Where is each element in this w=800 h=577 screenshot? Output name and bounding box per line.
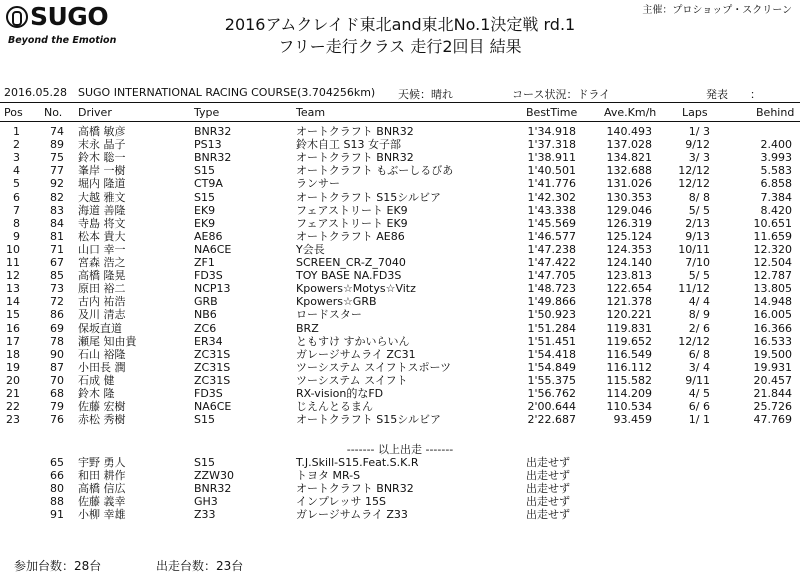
cell-driver: 鈴木 聡一 [78, 151, 126, 165]
cell-no: 89 [50, 138, 64, 152]
cell-no: 66 [50, 469, 64, 483]
cell-driver: 小田長 潤 [78, 360, 126, 374]
organizer: 主催：プロショップ・スクリーン [642, 5, 792, 16]
cell-driver: 佐藤 義幸 [78, 495, 126, 509]
cell-behind: 19.931 [753, 360, 792, 374]
cell-driver: 末永 晶子 [78, 138, 126, 152]
cell-behind: 8.420 [760, 203, 792, 217]
cell-no: 69 [50, 321, 64, 335]
cell-team: ともすけ すかいらいん [296, 334, 410, 348]
cell-type: FD3S [194, 387, 223, 400]
cell-team: ガレージサムライ ZC31 [296, 347, 416, 361]
cell-driver: 保坂直道 [78, 321, 122, 335]
cell-pos: 2 [13, 138, 20, 152]
cell-laps: 9/11 [685, 373, 710, 387]
cell-driver: 石成 健 [78, 373, 115, 387]
cell-avespeed: 123.813 [606, 269, 652, 283]
cell-no: 76 [50, 413, 64, 427]
header-rule-bottom [0, 121, 800, 122]
cell-status: 出走せず [526, 495, 570, 509]
cell-type: NA6CE [194, 242, 232, 256]
cell-no: 68 [50, 387, 64, 400]
cell-no: 77 [50, 164, 64, 178]
cell-no: 74 [50, 125, 64, 138]
cell-team: オートクラフト もぶーしるびあ [296, 164, 454, 178]
cell-type: S15 [194, 190, 215, 204]
cell-status: 出走せず [526, 508, 570, 522]
cell-status: 出走せず [526, 469, 570, 483]
cell-type: GRB [194, 295, 218, 309]
cell-pos: 19 [6, 360, 20, 374]
cell-driver: 和田 耕作 [78, 469, 126, 483]
cell-behind: 19.500 [753, 347, 792, 361]
cell-besttime: 1'47.705 [527, 269, 576, 283]
cell-behind: 7.384 [760, 190, 792, 204]
cell-team: ツーシステム スイフト [296, 373, 408, 387]
cell-driver: 山口 幸一 [78, 242, 126, 256]
cell-avespeed: 125.124 [606, 229, 652, 243]
cell-type: NB6 [194, 308, 217, 322]
cell-driver: 古内 祐浩 [78, 295, 126, 309]
cell-besttime: 1'47.422 [527, 256, 576, 269]
starters-count: 出走台数：23台 [156, 559, 244, 573]
cell-type: EK9 [194, 216, 216, 230]
cell-besttime: 1'46.577 [527, 229, 576, 243]
cell-team: ガレージサムライ Z33 [296, 508, 408, 522]
cell-driver: 及川 清志 [78, 308, 126, 322]
cell-team: オートクラフト BNR32 [296, 125, 414, 138]
weather: 天候：晴れ [398, 88, 453, 101]
col-no: No. [44, 106, 63, 119]
cell-team: Kpowers☆Motys☆Vitz [296, 282, 416, 296]
cell-status: 出走せず [526, 456, 570, 469]
cell-avespeed: 114.209 [606, 387, 652, 400]
cell-driver: 宮森 浩之 [78, 256, 126, 269]
cell-behind: 6.858 [760, 177, 792, 191]
cell-type: ZC6 [194, 321, 217, 335]
cell-driver: 石山 裕隆 [78, 347, 126, 361]
cell-laps: 2/13 [685, 216, 710, 230]
cell-laps: 6/ 6 [688, 400, 710, 414]
logo-tagline: Beyond the Emotion [8, 35, 117, 46]
cell-type: NA6CE [194, 400, 232, 414]
cell-besttime: 1'43.338 [527, 203, 576, 217]
header-rule-top [0, 102, 800, 103]
cell-besttime: 1'56.762 [527, 387, 576, 400]
cell-behind: 47.769 [753, 413, 792, 427]
cell-team: オートクラフト BNR32 [296, 482, 414, 496]
cell-team: フェアストリート EK9 [296, 203, 408, 217]
cell-laps: 6/ 8 [688, 347, 710, 361]
cell-besttime: 1'51.451 [527, 334, 576, 348]
cell-pos: 1 [13, 125, 20, 138]
cell-team: RX-vision的なFD [296, 387, 384, 400]
cell-driver: 瀬尾 知由貴 [78, 334, 137, 348]
cell-team: Kpowers☆GRB [296, 295, 377, 309]
cell-avespeed: 124.353 [606, 242, 652, 256]
cell-team: オートクラフト S15シルビア [296, 413, 441, 427]
cell-laps: 3/ 3 [688, 151, 710, 165]
cell-no: 79 [50, 400, 64, 414]
cell-behind: 20.457 [753, 373, 792, 387]
cell-behind: 11.659 [753, 229, 792, 243]
col-team: Team [296, 106, 326, 119]
cell-besttime: 1'50.923 [527, 308, 576, 322]
cell-avespeed: 130.353 [606, 190, 652, 204]
cell-behind: 3.993 [760, 151, 792, 165]
cell-pos: 13 [6, 282, 20, 296]
cell-besttime: 1'38.911 [527, 151, 576, 165]
cell-avespeed: 121.378 [606, 295, 652, 309]
starters-separator: ------- 以上出走 ------- [346, 443, 454, 456]
cell-besttime: 2'22.687 [527, 413, 576, 427]
cell-laps: 11/12 [678, 282, 710, 296]
col-driver: Driver [78, 106, 112, 119]
cell-besttime: 1'48.723 [527, 282, 576, 296]
cell-type: PS13 [194, 138, 222, 152]
cell-avespeed: 120.221 [606, 308, 652, 322]
cell-pos: 10 [6, 242, 20, 256]
cell-driver: 堀内 隆道 [78, 177, 126, 191]
cell-type: ZC31S [194, 360, 231, 374]
cell-laps: 9/13 [685, 229, 710, 243]
cell-driver: 松本 貴大 [78, 229, 126, 243]
cell-type: GH3 [194, 495, 218, 509]
cell-type: ZZW30 [194, 469, 234, 483]
cell-team: Y会長 [296, 242, 325, 256]
cell-behind: 21.844 [753, 387, 792, 400]
cell-team: 鈴木自工 S13 女子部 [296, 138, 401, 152]
cell-pos: 20 [6, 373, 20, 387]
cell-besttime: 1'41.776 [527, 177, 576, 191]
cell-laps: 7/10 [685, 256, 710, 269]
cell-laps: 2/ 6 [688, 321, 710, 335]
cell-team: オートクラフト BNR32 [296, 151, 414, 165]
cell-team: オートクラフト S15シルビア [296, 190, 441, 204]
cell-laps: 8/ 8 [688, 190, 710, 204]
cell-avespeed: 116.112 [606, 360, 652, 374]
cell-type: CT9A [194, 177, 223, 191]
logo-text: SUGO [30, 2, 109, 31]
cell-no: 92 [50, 177, 64, 191]
cell-avespeed: 115.582 [606, 373, 652, 387]
cell-no: 82 [50, 190, 64, 204]
cell-behind: 13.805 [753, 282, 792, 296]
cell-no: 73 [50, 282, 64, 296]
cell-avespeed: 119.652 [606, 334, 652, 348]
cell-no: 86 [50, 308, 64, 322]
cell-besttime: 1'51.284 [527, 321, 576, 335]
announcement: 発表 ： [706, 88, 761, 101]
cell-pos: 16 [6, 321, 20, 335]
cell-pos: 18 [6, 347, 20, 361]
cell-team: BRZ [296, 321, 319, 335]
cell-no: 90 [50, 347, 64, 361]
cell-type: S15 [194, 164, 215, 178]
cell-no: 65 [50, 456, 64, 469]
cell-besttime: 1'42.302 [527, 190, 576, 204]
cell-behind: 10.651 [753, 216, 792, 230]
cell-driver: 佐藤 宏樹 [78, 400, 126, 414]
cell-laps: 12/12 [678, 334, 710, 348]
cell-pos: 14 [6, 295, 20, 309]
cell-avespeed: 124.140 [606, 256, 652, 269]
cell-driver: 鈴木 隆 [78, 387, 115, 400]
cell-type: BNR32 [194, 125, 232, 138]
cell-team: じえんとるまん [296, 400, 373, 414]
cell-type: ZC31S [194, 373, 231, 387]
cell-avespeed: 93.459 [613, 413, 652, 427]
cell-no: 80 [50, 482, 64, 496]
cell-pos: 5 [13, 177, 20, 191]
col-besttime: BestTime [526, 106, 578, 119]
cell-driver: 小柳 幸雄 [78, 508, 126, 522]
cell-laps: 10/11 [678, 242, 710, 256]
cell-avespeed: 129.046 [606, 203, 652, 217]
cell-pos: 12 [6, 269, 20, 283]
col-behind: Behind [756, 106, 795, 119]
cell-driver: 宇野 勇人 [78, 456, 126, 469]
cell-pos: 11 [6, 256, 20, 269]
cell-team: SCREEN_CR-Z_7040 [296, 256, 406, 269]
cell-type: S15 [194, 456, 215, 469]
event-date: 2016.05.28 [4, 86, 67, 99]
cell-pos: 22 [6, 400, 20, 414]
cell-avespeed: 126.319 [606, 216, 652, 230]
cell-laps: 1/ 3 [688, 125, 710, 138]
cell-driver: 高橋 敏彦 [78, 125, 126, 138]
cell-driver: 高橋 信広 [78, 482, 126, 496]
cell-no: 78 [50, 334, 64, 348]
cell-pos: 23 [6, 413, 20, 427]
cell-avespeed: 137.028 [606, 138, 652, 152]
cell-laps: 1/ 1 [688, 413, 710, 427]
cell-driver: 峯岸 一樹 [78, 164, 126, 178]
cell-behind: 25.726 [753, 400, 792, 414]
cell-avespeed: 116.549 [606, 347, 652, 361]
cell-type: AE86 [194, 229, 223, 243]
cell-team: インプレッサ 15S [296, 495, 386, 509]
cell-type: EK9 [194, 203, 216, 217]
cell-behind: 5.583 [760, 164, 792, 178]
cell-avespeed: 110.534 [606, 400, 652, 414]
cell-no: 91 [50, 508, 64, 522]
cell-pos: 3 [13, 151, 20, 165]
cell-besttime: 1'45.569 [527, 216, 576, 230]
cell-driver: 高橋 隆晃 [78, 269, 126, 283]
cell-besttime: 1'37.318 [527, 138, 576, 152]
cell-no: 67 [50, 256, 64, 269]
cell-besttime: 1'47.238 [527, 242, 576, 256]
cell-team: フェアストリート EK9 [296, 216, 408, 230]
cell-no: 83 [50, 203, 64, 217]
cell-laps: 4/ 5 [688, 387, 710, 400]
cell-team: TOY BASE NA.FD3S [296, 269, 402, 283]
cell-laps: 3/ 4 [688, 360, 710, 374]
cell-team: ツーシステム スイフトスポーツ [296, 360, 452, 374]
cell-pos: 9 [13, 229, 20, 243]
col-pos: Pos [4, 106, 23, 119]
cell-driver: 原田 裕二 [78, 282, 126, 296]
cell-behind: 12.320 [753, 242, 792, 256]
cell-team: T.J.Skill-S15.Feat.S.K.R [296, 456, 419, 469]
cell-no: 85 [50, 269, 64, 283]
cell-no: 87 [50, 360, 64, 374]
cell-besttime: 1'34.918 [527, 125, 576, 138]
cell-driver: 海道 善隆 [78, 203, 126, 217]
cell-besttime: 1'54.849 [527, 360, 576, 374]
cell-no: 75 [50, 151, 64, 165]
cell-laps: 12/12 [678, 177, 710, 191]
cell-no: 72 [50, 295, 64, 309]
cell-avespeed: 140.493 [606, 125, 652, 138]
cell-behind: 2.400 [760, 138, 792, 152]
cell-team: オートクラフト AE86 [296, 229, 405, 243]
cell-pos: 4 [13, 164, 20, 178]
cell-laps: 8/ 9 [688, 308, 710, 322]
cell-avespeed: 122.654 [606, 282, 652, 296]
col-type: Type [194, 106, 220, 119]
cell-besttime: 2'00.644 [527, 400, 576, 414]
cell-team: ロードスター [296, 308, 362, 322]
cell-pos: 17 [6, 334, 20, 348]
cell-type: ZF1 [194, 256, 215, 269]
cell-behind: 12.787 [753, 269, 792, 283]
cell-avespeed: 119.831 [606, 321, 652, 335]
cell-driver: 寺島 将文 [78, 216, 126, 230]
col-laps: Laps [682, 106, 708, 119]
cell-besttime: 1'54.418 [527, 347, 576, 361]
cell-type: ER34 [194, 334, 223, 348]
cell-driver: 大越 雅文 [78, 190, 126, 204]
cell-behind: 14.948 [753, 295, 792, 309]
event-title: 2016アムクレイド東北and東北No.1決定戦 rd.1 [224, 15, 576, 34]
cell-besttime: 1'40.501 [527, 164, 576, 178]
cell-type: BNR32 [194, 151, 232, 165]
cell-no: 84 [50, 216, 64, 230]
cell-pos: 21 [6, 387, 20, 400]
cell-behind: 16.005 [753, 308, 792, 322]
cell-avespeed: 134.821 [606, 151, 652, 165]
cell-pos: 7 [13, 203, 20, 217]
cell-besttime: 1'55.375 [527, 373, 576, 387]
cell-no: 88 [50, 495, 64, 509]
col-avespeed: Ave.Km/h [604, 106, 657, 119]
cell-type: S15 [194, 413, 215, 427]
cell-no: 71 [50, 242, 64, 256]
cell-team: ランサー [296, 177, 340, 191]
cell-avespeed: 131.026 [606, 177, 652, 191]
cell-laps: 9/12 [685, 138, 710, 152]
cell-type: ZC31S [194, 347, 231, 361]
course-name: SUGO INTERNATIONAL RACING COURSE(3.704256km) [78, 86, 376, 99]
cell-team: トヨタ MR-S [296, 469, 361, 483]
cell-behind: 12.504 [753, 256, 792, 269]
cell-laps: 5/ 5 [688, 203, 710, 217]
cell-type: Z33 [194, 508, 216, 522]
cell-besttime: 1'49.866 [527, 295, 576, 309]
cell-behind: 16.533 [753, 334, 792, 348]
cell-type: BNR32 [194, 482, 232, 496]
cell-laps: 12/12 [678, 164, 710, 178]
cell-laps: 5/ 5 [688, 269, 710, 283]
entries-count: 参加台数：28台 [14, 559, 102, 573]
cell-behind: 16.366 [753, 321, 792, 335]
cell-pos: 6 [13, 190, 20, 204]
session-title: フリー走行クラス 走行2回目 結果 [278, 37, 522, 56]
cell-pos: 15 [6, 308, 20, 322]
cell-status: 出走せず [526, 482, 570, 496]
cell-no: 81 [50, 229, 64, 243]
cell-type: FD3S [194, 269, 223, 283]
cell-pos: 8 [13, 216, 20, 230]
cell-laps: 4/ 4 [688, 295, 710, 309]
track-condition: コース状況：ドライ [512, 88, 611, 101]
cell-avespeed: 132.688 [606, 164, 652, 178]
cell-driver: 赤松 秀樹 [78, 413, 126, 427]
cell-type: NCP13 [194, 282, 231, 296]
cell-no: 70 [50, 373, 64, 387]
